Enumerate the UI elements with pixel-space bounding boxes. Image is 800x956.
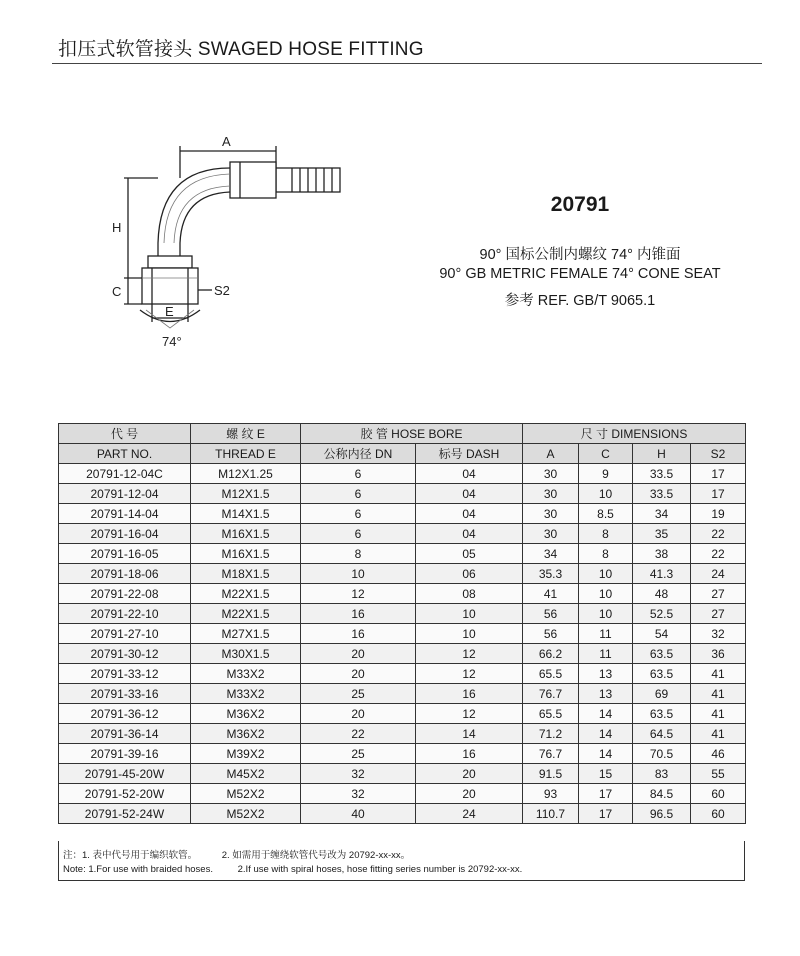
cell-thread: M36X2 [191,704,301,724]
cell-c: 10 [579,584,633,604]
cell-part-no: 20791-33-12 [59,664,191,684]
cell-part-no: 20791-14-04 [59,504,191,524]
cell-dash: 14 [416,724,523,744]
cell-thread: M27X1.5 [191,624,301,644]
header-c: C [579,444,633,464]
description-line-3: 参考 REF. GB/T 9065.1 [504,293,656,309]
cell-h: 48 [633,584,691,604]
cell-c: 14 [579,724,633,744]
cell-h: 35 [633,524,691,544]
cell-part-no: 20791-18-06 [59,564,191,584]
cell-thread: M52X2 [191,804,301,824]
cell-s2: 32 [691,624,746,644]
header-dash: 标号 DASH [416,444,523,464]
cell-thread: M33X2 [191,664,301,684]
table-row [59,704,746,724]
cell-h: 33.5 [633,484,691,504]
cell-dash: 08 [416,584,523,604]
cell-dash: 06 [416,564,523,584]
cell-h: 52.5 [633,604,691,624]
cell-a: 30 [523,484,579,504]
table-row [59,464,746,484]
table-row [59,584,746,604]
header-h: H [633,444,691,464]
cell-a: 71.2 [523,724,579,744]
cell-h: 96.5 [633,804,691,824]
label-c: C [112,284,122,299]
cell-s2: 24 [691,564,746,584]
cell-dash: 12 [416,664,523,684]
cell-s2: 27 [691,604,746,624]
header-s2: S2 [691,444,746,464]
cell-c: 13 [579,684,633,704]
table-row [59,604,746,624]
table-row [59,644,746,664]
label-s2: S2 [214,283,230,298]
cell-dn: 6 [301,484,416,504]
cell-a: 35.3 [523,564,579,584]
cell-a: 30 [523,504,579,524]
cell-dash: 04 [416,504,523,524]
cell-a: 76.7 [523,744,579,764]
cell-thread: M45X2 [191,764,301,784]
fitting-drawing [100,128,360,358]
cell-thread: M18X1.5 [191,564,301,584]
cell-a: 65.5 [523,664,579,684]
cell-h: 63.5 [633,704,691,724]
cell-dash: 12 [416,644,523,664]
cell-s2: 41 [691,684,746,704]
cell-s2: 60 [691,784,746,804]
cell-h: 38 [633,544,691,564]
table-header-row-1 [59,424,746,444]
cell-dn: 25 [301,744,416,764]
cell-thread: M30X1.5 [191,644,301,664]
cell-part-no: 20791-52-24W [59,804,191,824]
cell-thread: M12X1.25 [191,464,301,484]
cell-c: 15 [579,764,633,784]
cell-dn: 40 [301,804,416,824]
cell-dn: 10 [301,564,416,584]
label-h: H [112,220,122,235]
cell-h: 64.5 [633,724,691,744]
cell-dn: 8 [301,544,416,564]
cell-h: 63.5 [633,644,691,664]
label-angle: 74° [162,334,182,349]
cell-s2: 17 [691,484,746,504]
cell-a: 91.5 [523,764,579,784]
cell-h: 69 [633,684,691,704]
cell-dn: 20 [301,704,416,724]
cell-dn: 20 [301,664,416,684]
cell-thread: M14X1.5 [191,504,301,524]
cell-s2: 41 [691,704,746,724]
cell-c: 11 [579,624,633,644]
table-row [59,664,746,684]
cell-thread: M36X2 [191,724,301,744]
table-row [59,564,746,584]
cell-h: 83 [633,764,691,784]
table-header-row-2 [59,444,746,464]
cell-h: 41.3 [633,564,691,584]
notes-box [58,841,745,881]
cell-h: 34 [633,504,691,524]
cell-s2: 19 [691,504,746,524]
cell-dash: 16 [416,744,523,764]
cell-part-no: 20791-33-16 [59,684,191,704]
cell-c: 9 [579,464,633,484]
cell-dash: 04 [416,484,523,504]
cell-part-no: 20791-36-14 [59,724,191,744]
cell-thread: M33X2 [191,684,301,704]
cell-a: 66.2 [523,644,579,664]
table-row [59,624,746,644]
header-a: A [523,444,579,464]
dimensions-table [58,423,746,824]
cell-dn: 25 [301,684,416,704]
cell-dash: 04 [416,524,523,544]
cell-s2: 22 [691,544,746,564]
header-dn: 公称内径 DN [301,444,416,464]
cell-c: 17 [579,804,633,824]
cell-part-no: 20791-12-04 [59,484,191,504]
cell-a: 56 [523,604,579,624]
description-line-2: 90° GB METRIC FEMALE 74° CONE SEAT [439,266,721,282]
note-en-2: 2.If use with spiral hoses, hose fitting series number is 20792-xx-xx. [237,864,523,875]
cell-c: 10 [579,484,633,504]
cell-dn: 32 [301,764,416,784]
cell-a: 65.5 [523,704,579,724]
cell-part-no: 20791-16-04 [59,524,191,544]
label-a: A [222,134,231,149]
cell-dash: 16 [416,684,523,704]
cell-s2: 41 [691,664,746,684]
table-row [59,804,746,824]
cell-c: 11 [579,644,633,664]
cell-h: 63.5 [633,664,691,684]
header-code: 代 号 [59,424,191,444]
cell-dn: 12 [301,584,416,604]
cell-dn: 6 [301,464,416,484]
cell-h: 33.5 [633,464,691,484]
cell-dn: 16 [301,604,416,624]
cell-c: 8.5 [579,504,633,524]
cell-a: 76.7 [523,684,579,704]
note-en-1: Note: 1.For use with braided hoses. [63,864,213,875]
table-row [59,784,746,804]
cell-a: 30 [523,524,579,544]
cell-dash: 20 [416,784,523,804]
cell-c: 13 [579,664,633,684]
cell-dash: 12 [416,704,523,724]
cell-part-no: 20791-36-12 [59,704,191,724]
cell-dash: 04 [416,464,523,484]
cell-dash: 10 [416,604,523,624]
cell-s2: 41 [691,724,746,744]
cell-s2: 46 [691,744,746,764]
cell-s2: 17 [691,464,746,484]
page-title: 扣压式软管接头 SWAGED HOSE FITTING [58,39,424,60]
cell-dn: 22 [301,724,416,744]
cell-dn: 16 [301,624,416,644]
cell-dn: 32 [301,784,416,804]
table-row [59,724,746,744]
header-thread: 螺 纹 E [191,424,301,444]
cell-s2: 27 [691,584,746,604]
cell-part-no: 20791-52-20W [59,784,191,804]
cell-s2: 22 [691,524,746,544]
cell-dash: 10 [416,624,523,644]
cell-part-no: 20791-12-04C [59,464,191,484]
cell-part-no: 20791-39-16 [59,744,191,764]
part-number: 20791 [550,193,610,216]
cell-a: 110.7 [523,804,579,824]
header-part-no: PART NO. [59,444,191,464]
description-line-1: 90° 国标公制内螺纹 74° 内锥面 [479,247,681,263]
label-e: E [165,304,174,319]
cell-a: 34 [523,544,579,564]
header-thread-e: THREAD E [191,444,301,464]
header-hose-bore: 胶 管 HOSE BORE [301,424,523,444]
cell-dash: 05 [416,544,523,564]
cell-c: 17 [579,784,633,804]
table-row [59,504,746,524]
cell-thread: M12X1.5 [191,484,301,504]
table-row [59,484,746,504]
cell-dash: 20 [416,764,523,784]
cell-h: 70.5 [633,744,691,764]
cell-s2: 36 [691,644,746,664]
cell-thread: M16X1.5 [191,524,301,544]
cell-c: 14 [579,744,633,764]
cell-thread: M16X1.5 [191,544,301,564]
cell-thread: M22X1.5 [191,584,301,604]
cell-c: 8 [579,544,633,564]
cell-part-no: 20791-27-10 [59,624,191,644]
cell-dn: 6 [301,504,416,524]
cell-dash: 24 [416,804,523,824]
cell-part-no: 20791-30-12 [59,644,191,664]
cell-s2: 55 [691,764,746,784]
cell-thread: M22X1.5 [191,604,301,624]
table-row [59,684,746,704]
cell-h: 54 [633,624,691,644]
cell-a: 41 [523,584,579,604]
cell-part-no: 20791-45-20W [59,764,191,784]
cell-thread: M39X2 [191,744,301,764]
cell-a: 56 [523,624,579,644]
table-row [59,524,746,544]
cell-thread: M52X2 [191,784,301,804]
cell-a: 93 [523,784,579,804]
cell-c: 14 [579,704,633,724]
cell-c: 10 [579,604,633,624]
cell-s2: 60 [691,804,746,824]
table-row [59,544,746,564]
note-cn-1: 注：1. 表中代号用于编织软管。 [63,850,198,861]
cell-dn: 6 [301,524,416,544]
cell-part-no: 20791-16-05 [59,544,191,564]
cell-c: 10 [579,564,633,584]
title-divider [52,63,762,64]
header-dimensions: 尺 寸 DIMENSIONS [523,424,746,444]
cell-dn: 20 [301,644,416,664]
cell-c: 8 [579,524,633,544]
cell-part-no: 20791-22-08 [59,584,191,604]
cell-part-no: 20791-22-10 [59,604,191,624]
table-row [59,744,746,764]
table-row [59,764,746,784]
cell-a: 30 [523,464,579,484]
cell-h: 84.5 [633,784,691,804]
note-cn-2: 2. 如需用于缠绕软管代号改为 20792-xx-xx。 [221,850,411,861]
